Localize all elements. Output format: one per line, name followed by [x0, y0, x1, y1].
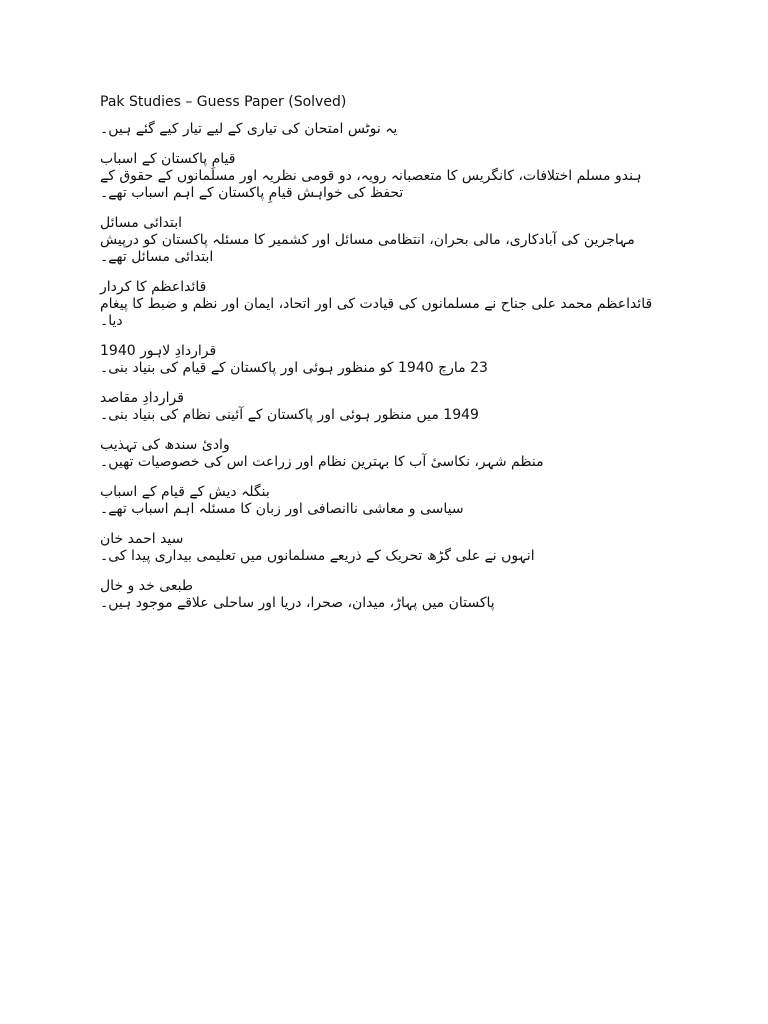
section-physical-features [100, 577, 670, 612]
section-bangladesh-causes [100, 483, 670, 518]
section-heading: سید احمد خان [100, 531, 184, 547]
section-heading: ابتدائی مسائل [100, 215, 183, 231]
document-title: Pak Studies – Guess Paper (Solved) [100, 94, 347, 110]
section-lahore-resolution [100, 342, 670, 377]
section-heading: طبعی خد و خال [100, 578, 193, 594]
section-body: قائداعظم محمد علی جناح نے مسلمانوں کی قیادت کی اور اتحاد، ایمان اور نظم و ضبط کا پیغام دیا۔ [100, 296, 653, 329]
section-body: منظم شہر، نکاسیٔ آب کا بہترین نظام اور زراعت اس کی خصوصیات تھیں۔ [100, 454, 544, 470]
section-body: مہاجرین کی آبادکاری، مالی بحران، انتظامی مسائل اور کشمیر کا مسئلہ پاکستان کو درپیش ابتدائی مسائل تھے۔ [100, 232, 635, 265]
section-heading: بنگلہ دیش کے قیام کے اسباب [100, 484, 270, 500]
section-body: 23 مارچ 1940 کو منظور ہوئی اور پاکستان کے قیام کی بنیاد بنی۔ [100, 360, 488, 376]
section-body: سیاسی و معاشی ناانصافی اور زبان کا مسئلہ اہم اسباب تھے۔ [100, 501, 464, 517]
intro-text: یہ نوٹس امتحان کی تیاری کے لیے تیار کیے گئے ہیں۔ [100, 121, 398, 137]
section-heading: قیامِ پاکستان کے اسباب [100, 151, 236, 167]
section-objectives-resolution [100, 389, 670, 424]
section-indus-civilization [100, 436, 670, 471]
section-body: ہندو مسلم اختلافات، کانگریس کا متعصبانہ رویہ، دو قومی نظریہ اور مسلمانوں کے حقوق کے تحفظ کی خواہش قیامِ پاکستان کے اہم اسباب تھے۔ [100, 168, 642, 201]
section-body: انہوں نے علی گڑھ تحریک کے ذریعے مسلمانوں میں تعلیمی بیداری پیدا کی۔ [100, 548, 535, 564]
section-heading: قراردادِ مقاصد [100, 390, 184, 406]
section-body: پاکستان میں پہاڑ، میدان، صحرا، دریا اور ساحلی علاقے موجود ہیں۔ [100, 595, 495, 611]
section-heading: قائداعظم کا کردار [100, 279, 207, 295]
section-heading: وادیٔ سندھ کی تہذیب [100, 437, 230, 453]
section-syed-ahmad-khan [100, 530, 670, 565]
section-body: 1949 میں منظور ہوئی اور پاکستان کے آئینی نظام کی بنیاد بنی۔ [100, 407, 479, 423]
section-heading: قراردادِ لاہور 1940 [100, 343, 217, 359]
document-page [100, 92, 670, 624]
section-quaid-role [100, 278, 670, 330]
section-early-problems [100, 214, 670, 266]
section-causes-of-pakistan [100, 150, 670, 202]
